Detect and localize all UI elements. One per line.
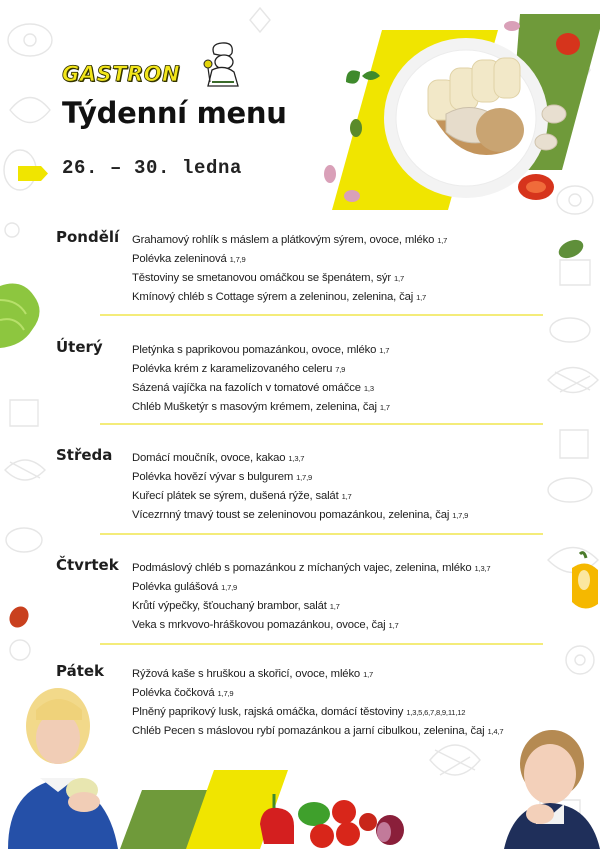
boy-with-apple-image: [0, 686, 140, 849]
allergen-codes: 1,3,7: [288, 454, 305, 463]
allergen-codes: 1,7,9: [229, 255, 246, 264]
allergen-codes: 1,7,9: [217, 689, 234, 698]
allergen-codes: 1,7,9: [296, 473, 313, 482]
day-name: Úterý: [56, 338, 103, 356]
allergen-codes: 1,7: [379, 403, 390, 412]
girl-eating-image: [480, 724, 600, 849]
menu-item: Veka s mrkvovo-hráškovou pomazánkou, ovoce, čaj 1,7: [132, 619, 399, 631]
section-divider: [100, 423, 543, 425]
allergen-codes: 1,7: [416, 293, 427, 302]
plate-of-dumplings-image: [320, 10, 600, 220]
menu-item: Rýžová kaše s hruškou a skořicí, ovoce, mléko 1,7: [132, 668, 374, 680]
menu-item: Polévka hovězí vývar s bulgurem 1,7,9: [132, 471, 313, 483]
menu-item: Kuřecí plátek se sýrem, dušená rýže, salát 1,7: [132, 490, 352, 502]
menu-item: Chléb Pecen s máslovou rybí pomazánkou a jarní cibulkou, zelenina, čaj 1,4,7: [132, 725, 504, 737]
menu-list: [132, 341, 390, 417]
yellow-tag-icon: [18, 166, 48, 181]
menu-item: Polévka zeleninová 1,7,9: [132, 253, 246, 265]
day-name: Čtvrtek: [56, 556, 119, 574]
day-name: Pondělí: [56, 228, 120, 246]
day-name: Pátek: [56, 662, 105, 680]
menu-item: Vícezrnný tmavý toust se zeleninovou pomazánkou, zelenina, čaj 1,7,9: [132, 509, 469, 521]
menu-item: Polévka krém z karamelizovaného celeru 7,9: [132, 363, 346, 375]
section-divider: [100, 314, 543, 316]
menu-list: [132, 559, 490, 635]
brand-logo-text: GASTRON: [62, 62, 181, 86]
menu-item: Těstoviny se smetanovou omáčkou se špenátem, sýr 1,7: [132, 272, 404, 284]
allergen-codes: 1,3,7: [474, 564, 491, 573]
lettuce-image: [0, 280, 44, 350]
menu-item: Krůtí výpečky, šťouchaný brambor, salát 1,7: [132, 600, 340, 612]
vegetables-image: [256, 790, 416, 849]
allergen-codes: 1,7,9: [221, 583, 238, 592]
yellow-pepper-image: [566, 550, 600, 612]
page-title: Týdenní menu: [62, 96, 287, 130]
day-name: Středa: [56, 446, 113, 464]
allergen-codes: 1,3: [363, 384, 374, 393]
menu-list: [132, 231, 447, 307]
allergen-codes: 1,3,5,6,7,8,9,11,12: [406, 708, 466, 717]
section-divider: [100, 533, 543, 535]
menu-item: Kmínový chléb s Cottage sýrem a zeleninou, zelenina, čaj 1,7: [132, 291, 427, 303]
menu-item: Chléb Mušketýr s masovým krémem, zelenina, čaj 1,7: [132, 401, 390, 413]
menu-item: Domácí moučník, ovoce, kakao 1,3,7: [132, 452, 305, 464]
menu-list: [132, 665, 503, 741]
allergen-codes: 1,7: [379, 346, 390, 355]
menu-item: Sázená vajíčka na fazolích v tomatové omáčce 1,3: [132, 382, 374, 394]
menu-item: Pletýnka s paprikovou pomazánkou, ovoce, mléko 1,7: [132, 344, 390, 356]
allergen-codes: 1,7: [394, 274, 404, 283]
tomato-slice-image: [6, 604, 32, 630]
allergen-codes: 1,7: [388, 621, 399, 630]
basil-leaf-image: [556, 236, 586, 262]
allergen-codes: 1,4,7: [487, 727, 504, 736]
allergen-codes: 7,9: [335, 365, 346, 374]
allergen-codes: 1,7,9: [452, 511, 469, 520]
menu-item: Polévka čočková 1,7,9: [132, 687, 234, 699]
menu-item: Plněný paprikový lusk, rajská omáčka, domácí těstoviny 1,3,5,6,7,8,9,11,12: [132, 706, 466, 718]
allergen-codes: 1,7: [341, 492, 352, 501]
allergen-codes: 1,7: [363, 670, 374, 679]
menu-item: Polévka gulášová 1,7,9: [132, 581, 238, 593]
allergen-codes: 1,7: [437, 236, 448, 245]
menu-item: Grahamový rohlík s máslem a plátkovým sýrem, ovoce, mléko 1,7: [132, 234, 448, 246]
menu-item: Podmáslový chléb s pomazánkou z míchaných vajec, zelenina, mléko 1,3,7: [132, 562, 491, 574]
menu-list: [132, 449, 468, 525]
allergen-codes: 1,7: [329, 602, 340, 611]
chef-mascot-icon: [200, 40, 244, 92]
date-range: 26. – 30. ledna: [62, 157, 243, 179]
section-divider: [100, 643, 543, 645]
